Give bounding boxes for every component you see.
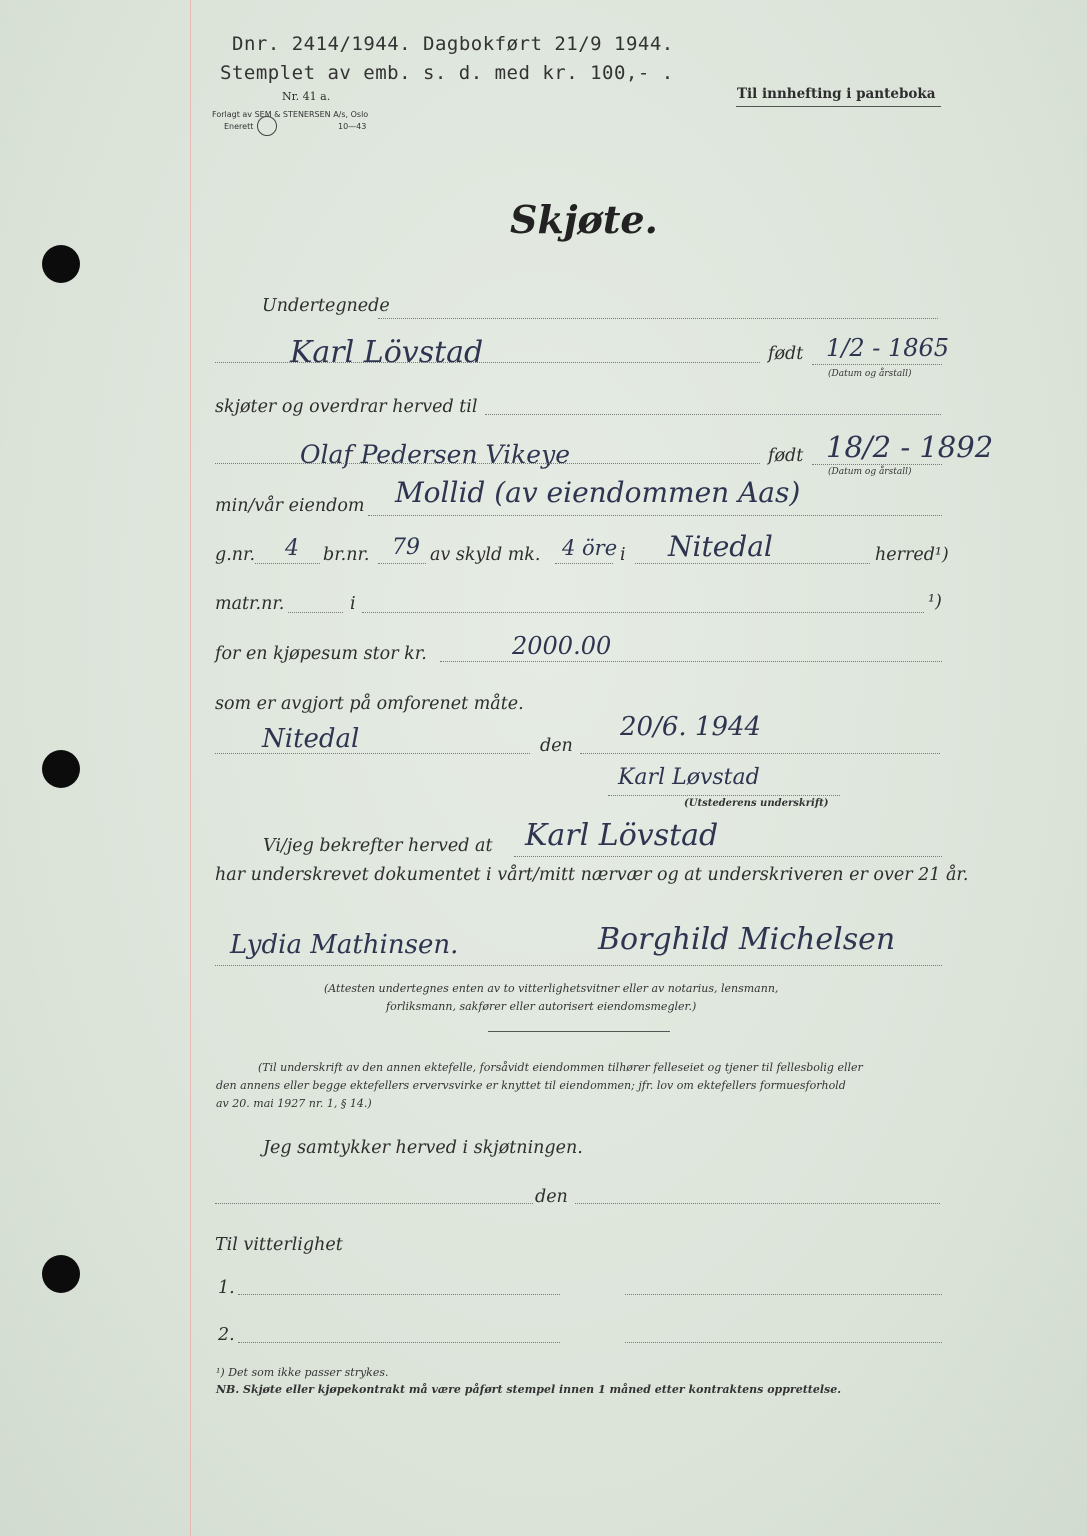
signed-statement: har underskrevet dokumentet i vårt/mitt nærvær og at underskriveren er over 21 år. <box>215 865 969 885</box>
margin-line <box>190 0 191 1536</box>
issuer-signature-hint: (Utstederens underskrift) <box>684 798 829 809</box>
herred-label: herred¹) <box>875 545 949 565</box>
blank-line <box>625 1294 942 1295</box>
born-label-2: født <box>768 446 804 466</box>
attest-note-1: (Attesten undertegnes enten av to vitterlighetsvitner eller av notarius, lensmann, <box>324 982 779 995</box>
spouse-note-1: (Til underskrift av den annen ektefelle, forsåvidt eiendommen tilhører felleseiet og tjener til fellesbolig eller <box>258 1061 863 1074</box>
blank-line <box>608 795 840 796</box>
blank-line <box>575 1203 940 1204</box>
blank-line <box>238 1342 560 1343</box>
blank-line <box>812 464 942 465</box>
blank-line <box>635 563 870 564</box>
den-label: den <box>540 736 573 756</box>
blank-line <box>215 965 942 966</box>
den-label-2: den <box>535 1187 568 1207</box>
footnote: ¹) Det som ikke passer strykes. <box>216 1366 389 1379</box>
blank-line <box>378 318 938 319</box>
witness-number-1: 1. <box>218 1278 235 1298</box>
page-title: Skjøte. <box>510 197 658 242</box>
separator <box>488 1031 670 1032</box>
blank-line <box>485 414 941 415</box>
stamp-duty-stamp: Stemplet av emb. s. d. med kr. 100,- . <box>220 62 674 84</box>
blank-line <box>362 612 924 613</box>
witness-label: Til vitterlighet <box>215 1235 343 1255</box>
witness-1-signature: Lydia Mathinsen. <box>230 930 459 960</box>
property-label: min/vår eiendom <box>215 496 365 516</box>
purchase-price: 2000.00 <box>512 632 612 660</box>
publisher: Forlagt av SEM & STENERSEN A/s, Oslo <box>212 110 369 119</box>
property-name: Mollid (av eiendommen Aas) <box>395 476 801 509</box>
punch-hole <box>42 750 80 788</box>
blank-line <box>625 1342 942 1343</box>
blank-line <box>440 661 942 662</box>
place-value: Nitedal <box>262 724 360 754</box>
blank-line <box>812 364 942 365</box>
blank-line <box>555 563 613 564</box>
brnr-value: 79 <box>392 535 420 560</box>
copyright: Enerett <box>224 122 254 131</box>
undertegnede-label: Undertegnede <box>262 296 390 316</box>
price-label: for en kjøpesum stor kr. <box>215 644 427 664</box>
in-label: i <box>620 545 626 565</box>
consent-label: Jeg samtykker herved i skjøtningen. <box>263 1138 583 1158</box>
punch-hole <box>42 245 80 283</box>
blank-line <box>368 515 942 516</box>
blank-line <box>255 563 320 564</box>
date-value: 20/6. 1944 <box>620 712 762 742</box>
registration-stamp: Dnr. 2414/1944. Dagbokført 21/9 1944. <box>232 33 674 55</box>
stamp-deadline-note: NB. Skjøte eller kjøpekontrakt må være påført stempel innen 1 måned etter kontraktens opprettelse. <box>216 1383 842 1396</box>
blank-line <box>215 753 530 754</box>
confirmed-name: Karl Lövstad <box>525 818 719 853</box>
transfers-label: skjøter og overdrar herved til <box>215 397 478 417</box>
blank-line <box>580 753 940 754</box>
blank-line <box>215 1203 533 1204</box>
buyer-name: Olaf Pedersen Vikeye <box>300 440 570 469</box>
brnr-label: br.nr. <box>323 545 370 565</box>
blank-line <box>238 1294 560 1295</box>
born-label: født <box>768 344 804 364</box>
skyld-value: 4 öre <box>562 536 618 560</box>
herred-value: Nitedal <box>668 530 773 563</box>
buyer-birthdate: 18/2 - 1892 <box>826 430 994 464</box>
in-label-2: i <box>350 594 356 614</box>
confirm-label: Vi/jeg bekrefter herved at <box>263 836 493 856</box>
settled-label: som er avgjort på omforenet måte. <box>215 694 524 714</box>
seller-birthdate: 1/2 - 1865 <box>826 334 950 362</box>
skyld-label: av skyld mk. <box>430 545 541 565</box>
spouse-note-2: den annens eller begge ektefellers ervervsvirke er knyttet til eiendommen; jfr. lov om ektefellers formuesforhold <box>216 1079 846 1092</box>
witness-number-2: 2. <box>218 1325 235 1345</box>
filing-note: Til innhefting i panteboka <box>737 86 936 102</box>
blank-line <box>288 612 343 613</box>
form-number: Nr. 41 a. <box>282 90 331 103</box>
punch-hole <box>42 1255 80 1293</box>
blank-line <box>215 463 760 464</box>
publisher-seal <box>257 116 277 136</box>
blank-line <box>215 362 760 363</box>
blank-line <box>378 563 426 564</box>
footnote-ref: ¹) <box>928 592 942 612</box>
gnr-label: g.nr. <box>215 545 256 565</box>
gnr-value: 4 <box>285 536 299 561</box>
datum-hint-2: (Datum og årstall) <box>828 467 912 477</box>
spouse-note-3: av 20. mai 1927 nr. 1, § 14.) <box>216 1097 372 1110</box>
matrnr-label: matr.nr. <box>215 594 285 614</box>
issuer-signature: Karl Løvstad <box>618 765 760 790</box>
seller-name: Karl Lövstad <box>290 335 484 370</box>
attest-note-2: forliksmann, sakfører eller autorisert eiendomsmegler.) <box>386 1000 697 1013</box>
witness-2-signature: Borghild Michelsen <box>598 922 896 957</box>
datum-hint: (Datum og årstall) <box>828 369 912 379</box>
print-code: 10—43 <box>338 122 367 131</box>
filing-note-underline <box>736 106 941 107</box>
blank-line <box>514 856 942 857</box>
